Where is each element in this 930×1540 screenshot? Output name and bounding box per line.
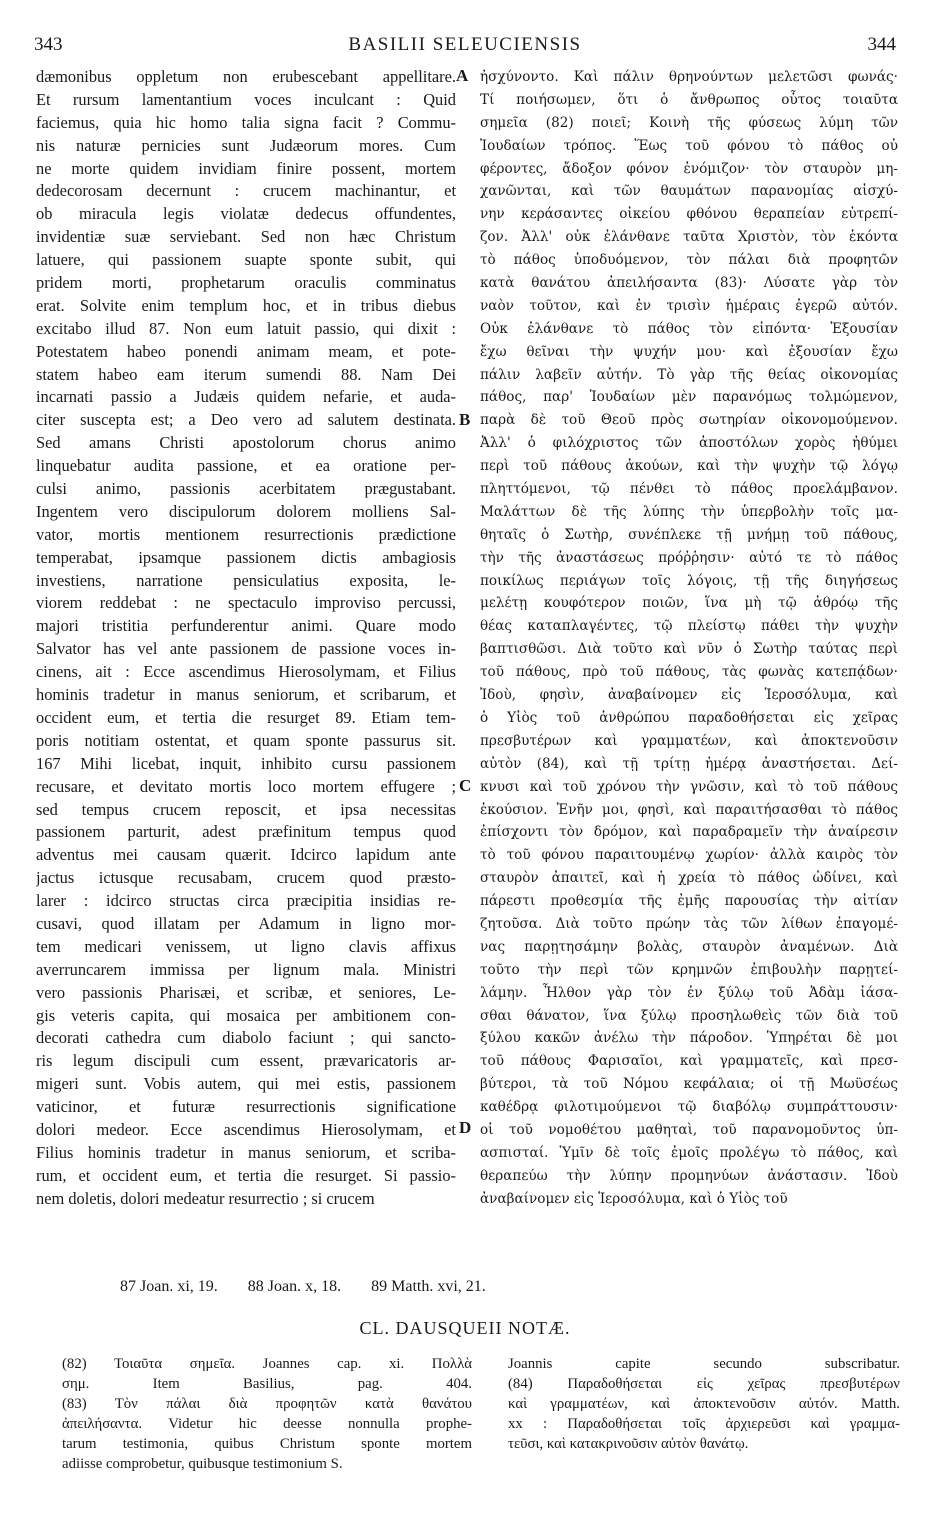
latin-text-line: larer : idcirco structas circa præcipitia insidias re-	[36, 891, 456, 911]
latin-text-line: recusare, et devitato mortis loco mortem effugere ;	[36, 776, 456, 796]
greek-text-line: λάμην. Ἦλθον γὰρ τὸν ἐν ξύλῳ τοῦ Ἀδὰμ ἰάσα-	[480, 984, 898, 1001]
note-text-line: adiisse comprobetur, quibusque testimonium S.	[62, 1456, 343, 1472]
latin-text-line: Sed amans Christi apostolorum chorus animo	[36, 433, 456, 453]
latin-text-line: jactus ictusque recusabam, crucem quod præsto-	[36, 868, 456, 888]
greek-text-line: μελέτῃ κουφότερον ποιῶν, ἵνα μὴ τῷ ἀθρόῳ τῆς	[480, 595, 898, 612]
note-text-line: Joannis capite secundo subscribatur.	[508, 1356, 900, 1372]
latin-text-line: Potestatem habeo ponendi animam meam, et pote-	[36, 341, 456, 361]
greek-text-line: ξύλου κακῶν ἀνέλω τὴν πάροδον. Ὑπηρέται δὲ μοι	[480, 1030, 898, 1047]
latin-text-line: latuere, qui passionem suapte sponte subit, qui	[36, 250, 456, 270]
latin-text-line: nem doletis, dolori medeatur resurrectio ; si crucem	[36, 1188, 375, 1208]
greek-text-line: πληττόμενοι, τῷ πένθει τὸ πάθος προελάμβανον.	[480, 481, 898, 498]
greek-text-line: ὁ Υἱὸς τοῦ ἀνθρώπου παραδοθήσεται εἰς χεῖρας	[480, 709, 898, 726]
latin-text-line: cusavi, quod illatam per Adamum in ligno mor-	[36, 913, 456, 933]
greek-text-line: ναὸν τοῦτον, καὶ ἐν τρισὶν ἡμέραις ἐγερῶ αὐτόν.	[480, 297, 898, 314]
greek-text-line: πρεσβυτέρων καὶ γραμματέων, καὶ ἀποκτενοῦσιν	[480, 732, 898, 749]
greek-text-line: Ἀλλ' ὁ φιλόχριστος τῶν ἀποστόλων χορὸς ἠθύμει	[480, 435, 898, 452]
latin-text-line: investiens, narratione pensiculatius exposita, le-	[36, 570, 456, 590]
latin-text-line: pridem morti, prophetarum oraculis comminatus	[36, 273, 456, 293]
latin-text-line: adventus mei causam quærit. Idcirco lapidum ante	[36, 845, 456, 865]
latin-text-line: hominis tradetur in manus seniorum, et scribarum, et	[36, 685, 456, 705]
greek-text-line: πάθος, παρ' Ἰουδαίων μὲν παρανόμως τολμώμενον,	[480, 389, 898, 406]
latin-text-line: cinens, ait : Ecce ascendimus Hierosolymam, et Filius	[36, 662, 456, 682]
greek-text-line: βαπτισθῶσι. Διὰ τοῦτο καὶ νῦν ὁ Σωτὴρ ταύτας περὶ	[480, 641, 898, 658]
greek-text-line: θεραπεύω τὴν λύπην προμηνύων ἀνάστασιν. Ἰδοὺ	[480, 1167, 898, 1184]
latin-column	[36, 66, 456, 1211]
margin-letter-c: C	[459, 776, 472, 795]
note-text-line: xx : Παραδοθήσεται τοῖς ἀρχιερεῦσι καὶ γραμμα-	[508, 1416, 900, 1432]
page-header	[34, 34, 896, 60]
latin-text-line: statem habeo eam iterum sumendi 88. Nam Dei	[36, 364, 456, 384]
running-title: BASILII SELEUCIENSIS	[348, 34, 582, 55]
latin-text-line: occident eum, et tertia die resurget 89. Etiam tem-	[36, 707, 456, 727]
notes-left-column	[62, 1354, 472, 1474]
latin-text-line: decorati cathedra cum diabolo faciunt ; qui sancto-	[36, 1028, 456, 1048]
greek-text-line: αὐτὸν (84), καὶ τῇ τρίτῃ ἡμέρᾳ ἀναστήσεται. Δεί-	[480, 755, 898, 772]
greek-text-line: περὶ τοῦ πάθους ἀκούων, καὶ τὴν ψυχὴν τῷ λόγῳ	[480, 458, 898, 475]
note-text-line: (82) Τοιαῦτα σημεῖα. Joannes cap. xi. Πολλὰ	[62, 1356, 472, 1372]
greek-text-line: κνυσι καὶ τοῦ χρόνου τὴν γνῶσιν, καὶ τὸ τοῦ πάθους	[480, 778, 898, 795]
latin-text-line: nis naturæ pernicies sunt Judæorum mores. Cum	[36, 135, 456, 155]
footnote-ref: 87 Joan. xi, 19.	[120, 1278, 218, 1295]
greek-text-line: τοῦτο τὴν περὶ τῶν κρημνῶν ἐπιβουλὴν παρῃτεί-	[480, 961, 898, 978]
greek-text-line: νην κεράσαντες οἰκείου φθόνου θεραπείαν εὐτρεπί-	[480, 206, 898, 223]
latin-text-line: passionem parturit, adest præfinitum tempus quod	[36, 822, 456, 842]
latin-text-line: vero passionis Pharisæi, et scribæ, et seniores, Le-	[36, 982, 456, 1002]
notes-right-column	[508, 1354, 900, 1454]
latin-text-line: Filius hominis tradetur in manus seniorum, et scriba-	[36, 1142, 456, 1162]
greek-text-line: Ἰουδαίων τρόπος. Ἕως τοῦ φόνου τὸ πάθος οὐ	[480, 137, 898, 154]
greek-text-line: καθέδρᾳ φιλοτιμούμενοι τῷ διαβόλῳ συμπράττουσιν·	[480, 1099, 898, 1116]
greek-text-line: ζον. Ἀλλ' οὐκ ἐλάνθανε ταῦτα Χριστὸν, τὸν ἑκόντα	[480, 229, 898, 246]
greek-text-line: ἔχω θεῖναι τὴν ψυχήν μου· καὶ ἐξουσίαν ἔχω	[480, 343, 898, 360]
latin-text-line: tem medicari venissem, ut ligno clavis affixus	[36, 936, 456, 956]
latin-text-line: ob miracula legis violatæ dedecus offundentes,	[36, 204, 456, 224]
page-number-left: 343	[34, 34, 63, 55]
greek-text-line: χανῶνται, καὶ τῶν θαυμάτων παρανομίας αἰσχύ-	[480, 183, 898, 200]
margin-letter-a: A	[456, 66, 469, 85]
latin-text-line: dolori medeor. Ecce ascendimus Hierosolymam, et	[36, 1119, 456, 1139]
greek-text-line: τὸ τοῦ φόνου παραιτουμένῳ χωρίον· ἀλλὰ καιρὸς τὸν	[480, 847, 898, 864]
latin-text-line: citer suscepta est; a Deo vero ad salutem destinata.	[36, 410, 456, 430]
latin-text-line: linquebatur audita passione, et ea oratione per-	[36, 456, 456, 476]
note-text-line: ἀπειλήσαντα. Videtur hic deesse nonnulla prophe-	[62, 1416, 472, 1432]
footnote-ref: 88 Joan. x, 18.	[247, 1278, 342, 1295]
greek-text-line: ασπισταί. Ὑμῖν δὲ τοῖς ἐμοῖς προλέγω τὸ πάθος, καὶ	[480, 1144, 898, 1161]
latin-text-line: invidentiæ suæ serviebant. Sed non hæc Christum	[36, 227, 456, 247]
latin-text-line: Salvator has vel ante passionem de passione voces in-	[36, 639, 456, 659]
latin-text-line: vator, mortis mentionem resurrectionis prædictione	[36, 524, 456, 544]
greek-text-line: φέροντες, ἄδοξον φόνον ἐνόμιζον· τὸν σταυρὸν μη-	[480, 160, 898, 177]
latin-text-line: averruncarem immissa per lignum mala. Ministri	[36, 959, 456, 979]
footnote-references	[120, 1278, 512, 1296]
greek-text-line: τοῦ πάθους Φαρισαῖοι, καὶ γραμματεῖς, καὶ πρεσ-	[480, 1053, 898, 1070]
greek-text-line: κατὰ θανάτου ἀπειλήσαντα (83)· Λύσατε γὰρ τὸν	[480, 275, 898, 292]
latin-text-line: poris notitiam ostentat, et quam sponte passurus sit.	[36, 730, 456, 750]
latin-text-line: gis veteris capita, qui mosaica per ambitionem con-	[36, 1005, 456, 1025]
greek-text-line: ἑκούσιον. Ἐνῆν μοι, φησὶ, καὶ παραιτήσασθαι τὸ πάθος	[480, 801, 898, 818]
greek-text-line: ἠσχύνοντο. Καὶ πάλιν θρηνούντων μελετῶσι φωνάς·	[480, 69, 898, 85]
footnote-ref: 89 Matth. xvi, 21.	[371, 1278, 486, 1295]
greek-text-line: Τί ποιήσωμεν, ὅτι ὁ ἄνθρωπος οὗτος τοιαῦτα	[480, 91, 898, 108]
greek-text-line: ἐπίσχοντι τὸν δρόμον, καὶ παραδραμεῖν τὴν ἀναίρεσιν	[480, 824, 898, 841]
latin-text-line: dedecorosam decernunt : crucem machinantur, et	[36, 181, 456, 201]
latin-text-line: incarnati passio a Judæis quidem nefarie, et auda-	[36, 387, 456, 407]
note-text-line: (84) Παραδοθήσεται εἰς χεῖρας πρεσβυτέρων	[508, 1376, 900, 1392]
greek-text-line: νας παρῃτησάμην βολὰς, σταυρὸν ἀναμένων. Διὰ	[480, 938, 898, 955]
greek-text-line: τοῦ πάθους, πρὸ τοῦ πάθους, τὰς φωνὰς κατεπᾴδων·	[480, 664, 898, 681]
greek-text-line: τὴν τῆς ἀναστάσεως πρόῤῥησιν· αὐτό τε τὸ πάθος	[480, 549, 898, 566]
greek-text-line: παρὰ δὲ τοῦ Θεοῦ πρὸς σωτηρίαν οἰκονομούμενον.	[480, 412, 898, 429]
latin-text-line: dæmonibus oppletum non erubescebant appellitare.	[36, 67, 456, 86]
latin-text-line: excitabo illud 87. Non eum latuit passio, qui dixit :	[36, 318, 456, 338]
latin-text-line: sed tempus crucem reposcit, et ipsa necessitas	[36, 799, 456, 819]
greek-text-line: πάλιν λαβεῖν αὐτήν. Τὸ γὰρ τῆς θείας οἰκονομίας	[480, 366, 898, 383]
greek-text-line: ποικίλως περιάγων τοῖς λόγοις, τῇ τῆς διηγήσεως	[480, 572, 898, 589]
latin-text-line: ris legum discipuli cum essent, prævaricatoris ar-	[36, 1051, 456, 1071]
greek-column	[480, 66, 898, 1211]
margin-letter-b: B	[459, 410, 471, 429]
latin-text-line: erat. Solvite enim templum hoc, et in tribus diebus	[36, 295, 456, 315]
greek-text-line: θέας καταπλαγέντες, τῷ πλείστῳ πάθει τὴν ψυχὴν	[480, 618, 898, 635]
latin-text-line: viorem reddebat : ne spectaculo improviso percussi,	[36, 593, 456, 613]
greek-text-line: οἱ τοῦ νομοθέτου μαθηταὶ, τοῦ παρανομοῦντος ὑπ-	[480, 1121, 898, 1138]
notes-title: CL. DAUSQUEII NOTÆ.	[359, 1318, 571, 1338]
latin-text-line: ne morte quidem invidiam finire possent, mortem	[36, 158, 456, 178]
latin-text-line: temperabat, ipsamque passionem dictis ambagiosis	[36, 547, 456, 567]
greek-text-line: βύτεροι, τὰ τοῦ Νόμου κεφάλαια; οἱ τῇ Μωϋσέως	[480, 1076, 898, 1093]
greek-text-line: ζητοῦσα. Διὰ τοῦτο πρώην τὰς τῶν λίθων ἐπαγομέ-	[480, 915, 898, 932]
greek-text-line: πάρεστι προθεσμία τῆς ἐμῆς παρουσίας τὴν αἰτίαν	[480, 893, 898, 910]
greek-text-line: Ἰδοὺ, φησὶν, ἀναβαίνομεν εἰς Ἱεροσόλυμα, καὶ	[480, 687, 898, 704]
note-text-line: σημ. Item Basilius, pag. 404.	[62, 1376, 472, 1392]
latin-text-line: rum, et occident eum, et tertia die resurget. Si passio-	[36, 1165, 456, 1185]
greek-text-line: τὸ πάθος ὑποδυόμενον, τὸν πάλαι διὰ προφητῶν	[480, 252, 898, 269]
latin-text-line: migeri sunt. Vobis autem, qui mei estis, passionem	[36, 1074, 456, 1094]
greek-text-line: Οὐκ ἐλάνθανε τὸ πάθος τὸν εἰπόντα· Ἐξουσίαν	[480, 320, 898, 337]
latin-text-line: faciemus, quia hic homo talia signa facit ? Commu-	[36, 112, 456, 132]
greek-text-line: σθαι θάνατον, ἵνα ξύλῳ προσηλωθεὶς τῶν διὰ τοῦ	[480, 1007, 898, 1024]
note-text-line: καὶ γραμματέων, καὶ ἀποκτενοῦσιν αὐτόν. Matth.	[508, 1396, 900, 1412]
margin-letter-d: D	[459, 1118, 472, 1137]
greek-text-line: ἀναβαίνομεν εἰς Ἱεροσόλυμα, καὶ ὁ Υἱὸς τοῦ	[480, 1190, 788, 1207]
note-text-line: τεῦσι, καὶ κατακρινοῦσιν αὐτὸν θανάτῳ.	[508, 1436, 749, 1452]
greek-text-line: σημεῖα (82) ποιεῖ; Κοινὴ τῆς φύσεως λύμη τῶν	[480, 114, 898, 131]
latin-text-line: vaticinor, et futuræ resurrectionis significatione	[36, 1097, 456, 1117]
latin-text-line: Et rursum lamentantium voces inculcant : Quid	[36, 89, 456, 109]
latin-text-line: 167 Mihi licebat, inquit, inhibito cursu passionem	[36, 753, 456, 773]
greek-text-line: θηταῖς ὁ Σωτὴρ, συνέπλεκε τῇ μνήμῃ τοῦ πάθους,	[480, 526, 898, 543]
note-text-line: (83) Τὸν πάλαι διὰ προφητῶν κατὰ θανάτου	[62, 1396, 472, 1412]
page-number-right: 344	[867, 34, 896, 55]
latin-text-line: Ingentem vero discipulorum dolorem molliens Sal-	[36, 501, 456, 521]
note-text-line: tarum testimonia, quibus Christum sponte mortem	[62, 1436, 472, 1452]
latin-text-line: culsi animo, passionis acerbitatem prægustabant.	[36, 479, 456, 499]
greek-text-line: Μαλάττων δὲ τῆς λύπης τὴν ὑπερβολὴν τοῖς μα-	[480, 503, 898, 520]
latin-text-line: majori tristitia perfunderentur animi. Quare modo	[36, 616, 456, 636]
greek-text-line: σταυρὸν ἀπαιτεῖ, καὶ ἡ χρεία τὸ πάθος ὠδίνει, καὶ	[480, 870, 898, 887]
